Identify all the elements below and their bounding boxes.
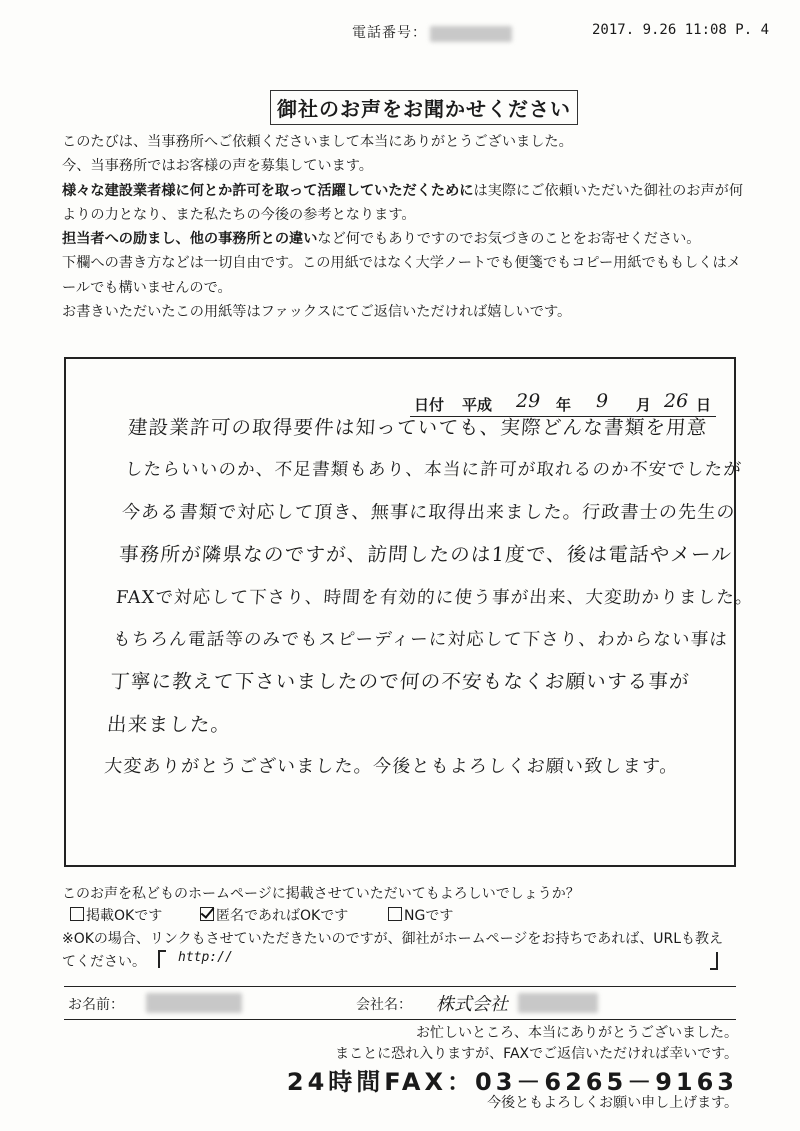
thanks-line-2: まことに恐れ入りますが、FAXでご返信いただければ幸いです。 <box>335 1046 738 1062</box>
handwritten-line: 丁寧に教えて下さいましたので何の不安もなくお願いする事が <box>109 670 691 694</box>
handwritten-line: 今ある書類で対応して頂き、無事に取得出来ました。行政書士の先生の <box>121 501 737 523</box>
intro-text-span: など何でもありですのでお気づきのことをお寄せください。 <box>317 231 701 248</box>
handwritten-line: 事務所が隣県なのですが、訪問したのは1度で、後は電話やメール <box>118 543 733 567</box>
intro-bold: 担当者への励まし、他の事務所との違い <box>62 231 318 248</box>
intro-bold: 様々な建設業者様に何とか許可を取って活躍していただくために <box>62 182 474 199</box>
checkbox[interactable] <box>388 907 402 921</box>
checkbox-checked[interactable] <box>200 907 214 921</box>
date-label: 日付 <box>414 396 445 414</box>
option-label: 匿名であればOKです <box>216 908 349 924</box>
handwritten-comment <box>103 407 755 789</box>
date-era: 平成 <box>462 396 493 414</box>
thanks-line-3: 今後ともよろしくお願い申し上げます。 <box>487 1095 738 1111</box>
date-year-unit: 年 <box>556 396 572 414</box>
phone-label: 電話番号： <box>352 25 427 41</box>
thanks-line-1: お忙しいところ、本当にありがとうございました。 <box>416 1025 738 1041</box>
option-label: 掲載OKです <box>86 908 163 924</box>
date-year: 29 <box>516 390 541 412</box>
intro-line <box>62 227 752 251</box>
handwritten-line: 大変ありがとうございました。今後ともよろしくお願い致します。 <box>103 756 680 778</box>
url-note-line: てください。 <box>62 954 146 970</box>
date-month-unit: 月 <box>636 396 652 414</box>
option-ng[interactable] <box>388 905 453 925</box>
phone-number-redacted <box>430 26 512 42</box>
intro-line: お書きいただいたこの用紙等はファックスにてご返信いただければ嬉しいです。 <box>62 304 572 321</box>
handwritten-line: 建設業許可の取得要件は知っていても、実際どんな書類を用意 <box>127 416 709 439</box>
intro-line: 下欄への書き方などは一切自由です。この用紙ではなく大学ノートでも便箋でもコピー用紙でももしくはメールでも構いませんので。 <box>62 255 741 296</box>
date-day-unit: 日 <box>696 396 712 414</box>
company-label: 会社名： <box>356 997 412 1013</box>
intro-text <box>62 130 752 324</box>
date-day: 26 <box>664 390 689 412</box>
intro-line: 今、当事務所ではお客様の声を募集しています。 <box>62 158 373 175</box>
checkbox[interactable] <box>70 907 84 921</box>
option-anonymous-ok[interactable] <box>200 905 348 925</box>
fax-number: 24時間FAX：03－6265－9163 <box>286 1068 738 1096</box>
fax-timestamp: 2017. 9.26 11:08 P. 4 <box>592 22 770 38</box>
date-month: 9 <box>596 390 609 412</box>
handwritten-line: FAXで対応して下さり、時間を有効的に使う事が出来、大変助かりました。 <box>115 587 755 608</box>
option-label: NGです <box>404 908 454 924</box>
company-value: 株式会社 <box>436 994 508 1015</box>
name-label: お名前： <box>68 997 124 1013</box>
fax-header <box>0 22 800 46</box>
intro-line <box>62 179 752 228</box>
handwritten-line: 出来ました。 <box>106 712 233 736</box>
handwritten-line: もちろん電話等のみでもスピーディーに対応して下さり、わからない事は <box>112 629 729 650</box>
url-note-line: ※OKの場合、リンクもさせていただきたいのですが、御社がホームページをお持ちであれば、URLも教え <box>62 931 724 947</box>
url-field[interactable]: http:// <box>178 950 233 965</box>
handwritten-line: したらいいのか、不足書類もあり、本当に許可が取れるのか不安でしたが <box>124 460 743 481</box>
name-row <box>64 986 736 1020</box>
consent-question: このお声を私どものホームページに掲載させていただいてもよろしいでしょうか？ <box>62 886 580 902</box>
page-title: 御社のお声をお聞かせください <box>270 90 578 125</box>
comment-box <box>64 357 755 867</box>
intro-line: このたびは、当事務所へご依頼くださいまして本当にありがとうございました。 <box>62 134 573 150</box>
intro-text-span: は実際にご依頼いただいた御社のお声が何よりの力となり、また私たちの今後の参考となります。 <box>62 182 744 223</box>
url-bracket-right <box>710 952 718 970</box>
option-publish-ok[interactable] <box>70 905 162 925</box>
name-redacted <box>146 993 242 1013</box>
url-bracket-left <box>158 950 166 968</box>
company-redacted <box>518 993 598 1013</box>
